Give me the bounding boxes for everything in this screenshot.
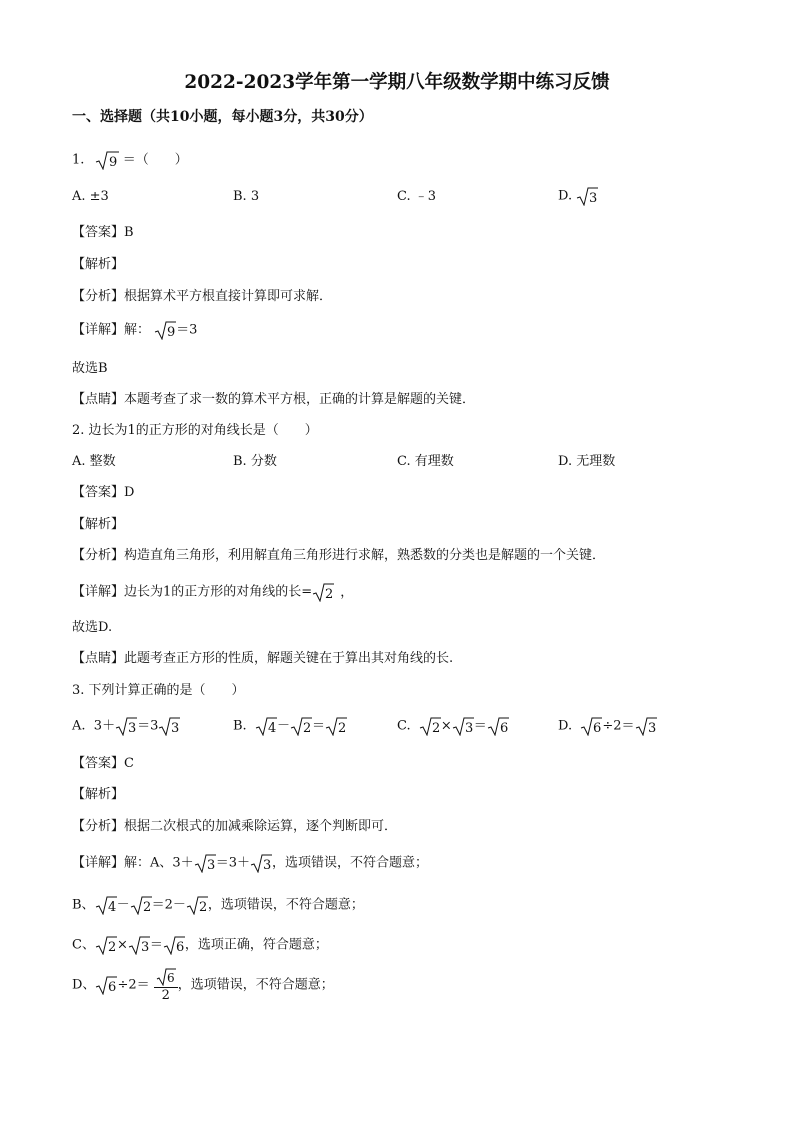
svg-text:4: 4 <box>107 900 116 915</box>
svg-text:2: 2 <box>302 721 312 736</box>
question-stem-tail: ＝（ ） <box>122 152 188 168</box>
q2-option-b: B. 分数 <box>233 454 277 469</box>
svg-text:3: 3 <box>647 721 656 736</box>
question-3-stem: 3. 下列计算正确的是（ ） <box>72 683 245 698</box>
svg-text:3: 3 <box>206 858 215 873</box>
svg-text:2: 2 <box>198 900 208 915</box>
question-2-stem: 2. 边长为1的正方形的对角线长是（ ） <box>72 423 318 438</box>
svg-text:6: 6 <box>108 980 117 995</box>
svg-text:3: 3 <box>262 858 272 873</box>
q3-analysis-label: 【解析】 <box>72 787 125 802</box>
option-label: D. <box>558 188 573 204</box>
svg-text:2: 2 <box>142 900 151 915</box>
sqrt-symbol <box>576 186 598 206</box>
sqrt-symbol <box>154 320 176 340</box>
svg-text:3: 3 <box>128 721 137 736</box>
section-heading: 一、选择题（共10小题，每小题3分，共30分） <box>72 109 373 125</box>
svg-text:2: 2 <box>107 940 117 955</box>
q2-detail: 【详解】边长为1的正方形的对角线的长= 2 ， <box>72 582 353 602</box>
q2-fenxi: 【分析】构造直角三角形，利用解直角三角形进行求解，熟悉数的分类也是解题的一个关键． <box>72 548 606 563</box>
svg-text:9: 9 <box>167 325 176 340</box>
q2-dianjing: 【点睛】此题考查正方形的性质，解题关键在于算出其对角线的长. <box>72 651 454 666</box>
svg-text:3: 3 <box>464 721 474 736</box>
svg-text:2: 2 <box>337 721 347 736</box>
q3-fenxi: 【分析】根据二次根式的加减乘除运算，逐个判断即可． <box>72 819 398 834</box>
q3-detail-d: D、 6 ÷2＝ $\frac{6}{2}$ ，选项错误，不符合题意； <box>72 968 334 1002</box>
q1-option-d <box>558 186 598 206</box>
fraction: $\frac{6}{2}$ <box>154 968 178 1002</box>
q1-dianjing: 【点睛】本题考查了求一数的算术平方根，正确的计算是解题的关键． <box>72 392 476 407</box>
svg-text:2: 2 <box>431 721 441 736</box>
sqrt-radicand: 9 <box>108 155 117 170</box>
svg-text:6: 6 <box>175 940 185 955</box>
q3-detail-c: C、 2 × 3 ＝ 6 ，选项正确，符合题意； <box>72 937 328 955</box>
svg-text:2: 2 <box>325 587 334 602</box>
svg-text:6: 6 <box>499 721 509 736</box>
q2-option-d: D. 无理数 <box>558 454 616 469</box>
svg-text:4: 4 <box>267 721 277 736</box>
svg-text:3: 3 <box>140 940 150 955</box>
q1-answer: 【答案】B <box>72 225 134 240</box>
q2-answer: 【答案】D <box>72 485 135 500</box>
svg-text:6: 6 <box>166 971 175 985</box>
sqrt-radicand: 3 <box>589 191 598 206</box>
page-title: 2022-2023学年第一学期八年级数学期中练习反馈 <box>184 72 610 93</box>
q1-option-a: A. ±3 <box>72 189 109 204</box>
q3-option-c: C. 2 × 3 ＝ 6 <box>397 718 509 736</box>
q3-detail-b: B、 4 － 2 ＝2－ 2 ，选项错误，不符合题意； <box>72 897 364 915</box>
sqrt-symbol <box>312 582 334 602</box>
q3-answer: 【答案】C <box>72 756 134 771</box>
q1-analysis-label: 【解析】 <box>72 257 125 272</box>
q3-option-d: D. 6 ÷2＝ 3 <box>558 718 656 736</box>
q1-detail: 【详解】解： 9 ＝3 <box>72 320 197 340</box>
q2-choose: 故选D. <box>72 620 113 635</box>
svg-text:3: 3 <box>171 721 180 736</box>
question-number: 1. <box>72 152 85 168</box>
q3-option-b: B. 4 － 2 ＝ 2 <box>233 718 347 736</box>
q1-choose: 故选B <box>72 361 108 376</box>
q2-analysis-label: 【解析】 <box>72 517 125 532</box>
q3-option-a: A. 3＋ 3 ＝3 3 <box>72 718 180 736</box>
q2-option-c: C. 有理数 <box>397 454 454 469</box>
q3-detail-a: 【详解】解：A、3＋ 3 ＝3＋ 3 ，选项错误，不符合题意； <box>72 855 428 873</box>
q1-option-b: B. 3 <box>233 189 260 204</box>
q2-option-a: A. 整数 <box>72 454 116 469</box>
q1-fenxi: 【分析】根据算术平方根直接计算即可求解． <box>72 289 333 304</box>
sqrt-symbol <box>95 150 119 170</box>
svg-text:6: 6 <box>593 721 602 736</box>
question-1-stem <box>72 150 188 170</box>
q1-option-c: C. ﹣3 <box>397 189 437 204</box>
